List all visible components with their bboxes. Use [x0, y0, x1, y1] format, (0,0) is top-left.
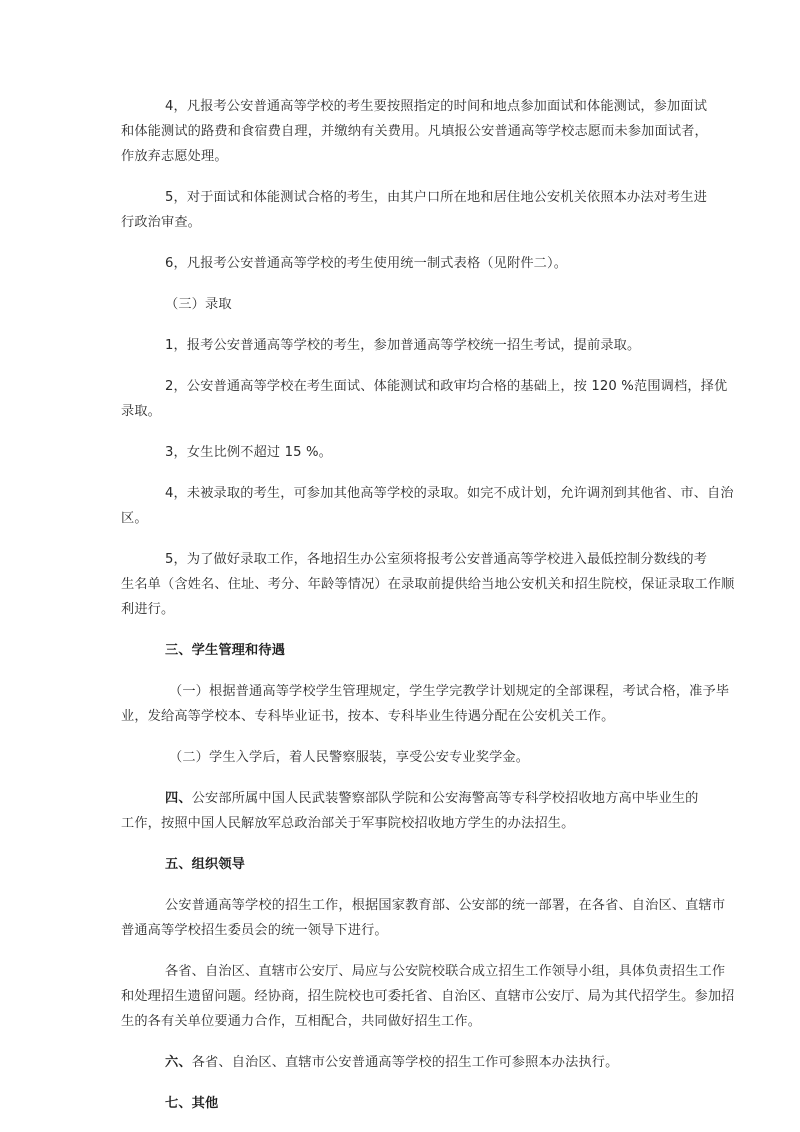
- text-line: 工作，按照中国人民解放军总政治部关于军事院校招收地方学生的办法招生。: [121, 816, 575, 831]
- paragraph: [0, 547, 800, 622]
- text-line: [0, 1050, 800, 1075]
- paragraph: [0, 679, 800, 729]
- paragraph: [0, 185, 800, 235]
- section-heading: [0, 1091, 800, 1116]
- paragraph: [0, 959, 800, 1034]
- paragraph: [0, 333, 800, 358]
- text-line: 6，凡报考公安普通高等学校的考生使用统一制式表格（见附件二）。: [165, 256, 568, 271]
- section-heading: [0, 638, 800, 663]
- text-line: 生名单（含姓名、住址、考分、年龄等情况）在录取前提供给当地公安机关和招生院校，保证录取工作顺: [121, 577, 735, 592]
- text-line: 录取。: [121, 404, 162, 419]
- paragraph: [0, 893, 800, 943]
- text-span: 各省、自治区、直辖市公安普通高等学校的招生工作可参照本办法执行。: [191, 1055, 619, 1070]
- text-line: 七、其他: [165, 1096, 219, 1111]
- text-line: 5，为了做好录取工作，各地招生办公室须将报考公安普通高等学校进入最低控制分数线的考: [165, 552, 708, 567]
- text-line: 作放弃志愿处理。: [121, 149, 228, 164]
- text-line: 五、组织领导: [165, 857, 246, 872]
- text-line: 生的各有关单位要通力合作，互相配合，共同做好招生工作。: [121, 1014, 482, 1029]
- paragraph: [0, 786, 800, 836]
- text-line: 和体能测试的路费和食宿费自理，并缴纳有关费用。凡填报公安普通高等学校志愿而未参加面试者，: [121, 124, 708, 139]
- paragraph: [0, 745, 800, 770]
- text-span: 公安部所属中国人民武装警察部队学院和公安海警高等专科学校招收地方高中毕业生的: [191, 791, 699, 806]
- text-line: 各省、自治区、直辖市公安厅、局应与公安院校联合成立招生工作领导小组，具体负责招生工作: [165, 964, 726, 979]
- text-line: 业，发给高等学校本、专科毕业证书，按本、专科毕业生待遇分配在公安机关工作。: [121, 709, 615, 724]
- text-line: 区。: [121, 511, 148, 526]
- text-line: 行政治审查。: [121, 215, 202, 230]
- text-line: 和处理招生遗留问题。经协商，招生院校也可委托省、自治区、直辖市公安厅、局为其代招学生。参加招: [121, 989, 735, 1004]
- section-heading: [0, 292, 800, 317]
- paragraph: [0, 374, 800, 424]
- section-number: 六、: [165, 1055, 192, 1070]
- text-line: [0, 786, 800, 811]
- text-line: 公安普通高等学校的招生工作，根据国家教育部、公安部的统一部署，在各省、自治区、直辖市: [165, 898, 726, 913]
- section-number: 四、: [165, 791, 192, 806]
- text-line: 4，未被录取的考生，可参加其他高等学校的录取。如完不成计划，允许调剂到其他省、市、自治: [165, 486, 734, 501]
- text-line: 1，报考公安普通高等学校的考生，参加普通高等学校统一招生考试，提前录取。: [165, 338, 641, 353]
- text-line: 2，公安普通高等学校在考生面试、体能测试和政审均合格的基础上，按 120 %范围调档，择优: [165, 379, 728, 394]
- paragraph: [0, 251, 800, 276]
- text-line: 三、学生管理和待遇: [165, 643, 286, 658]
- section-heading: [0, 852, 800, 877]
- paragraph: [0, 1050, 800, 1075]
- text-line: 5，对于面试和体能测试合格的考生，由其户口所在地和居住地公安机关依照本办法对考生进: [165, 190, 708, 205]
- text-line: 3，女生比例不超过 15 %。: [165, 445, 333, 460]
- paragraph: [0, 94, 800, 169]
- text-line: 4，凡报考公安普通高等学校的考生要按照指定的时间和地点参加面试和体能测试，参加面试: [165, 99, 708, 114]
- text-line: 利进行。: [121, 602, 175, 617]
- text-line: （一）根据普通高等学校学生管理规定，学生学完教学计划规定的全部课程，考试合格，准予毕: [169, 684, 730, 699]
- text-line: （二）学生入学后，着人民警察服装，享受公安专业奖学金。: [169, 750, 530, 765]
- text-line: 普通高等学校招生委员会的统一领导下进行。: [121, 923, 388, 938]
- paragraph: [0, 440, 800, 465]
- paragraph: [0, 481, 800, 531]
- text-line: （三）录取: [165, 297, 232, 312]
